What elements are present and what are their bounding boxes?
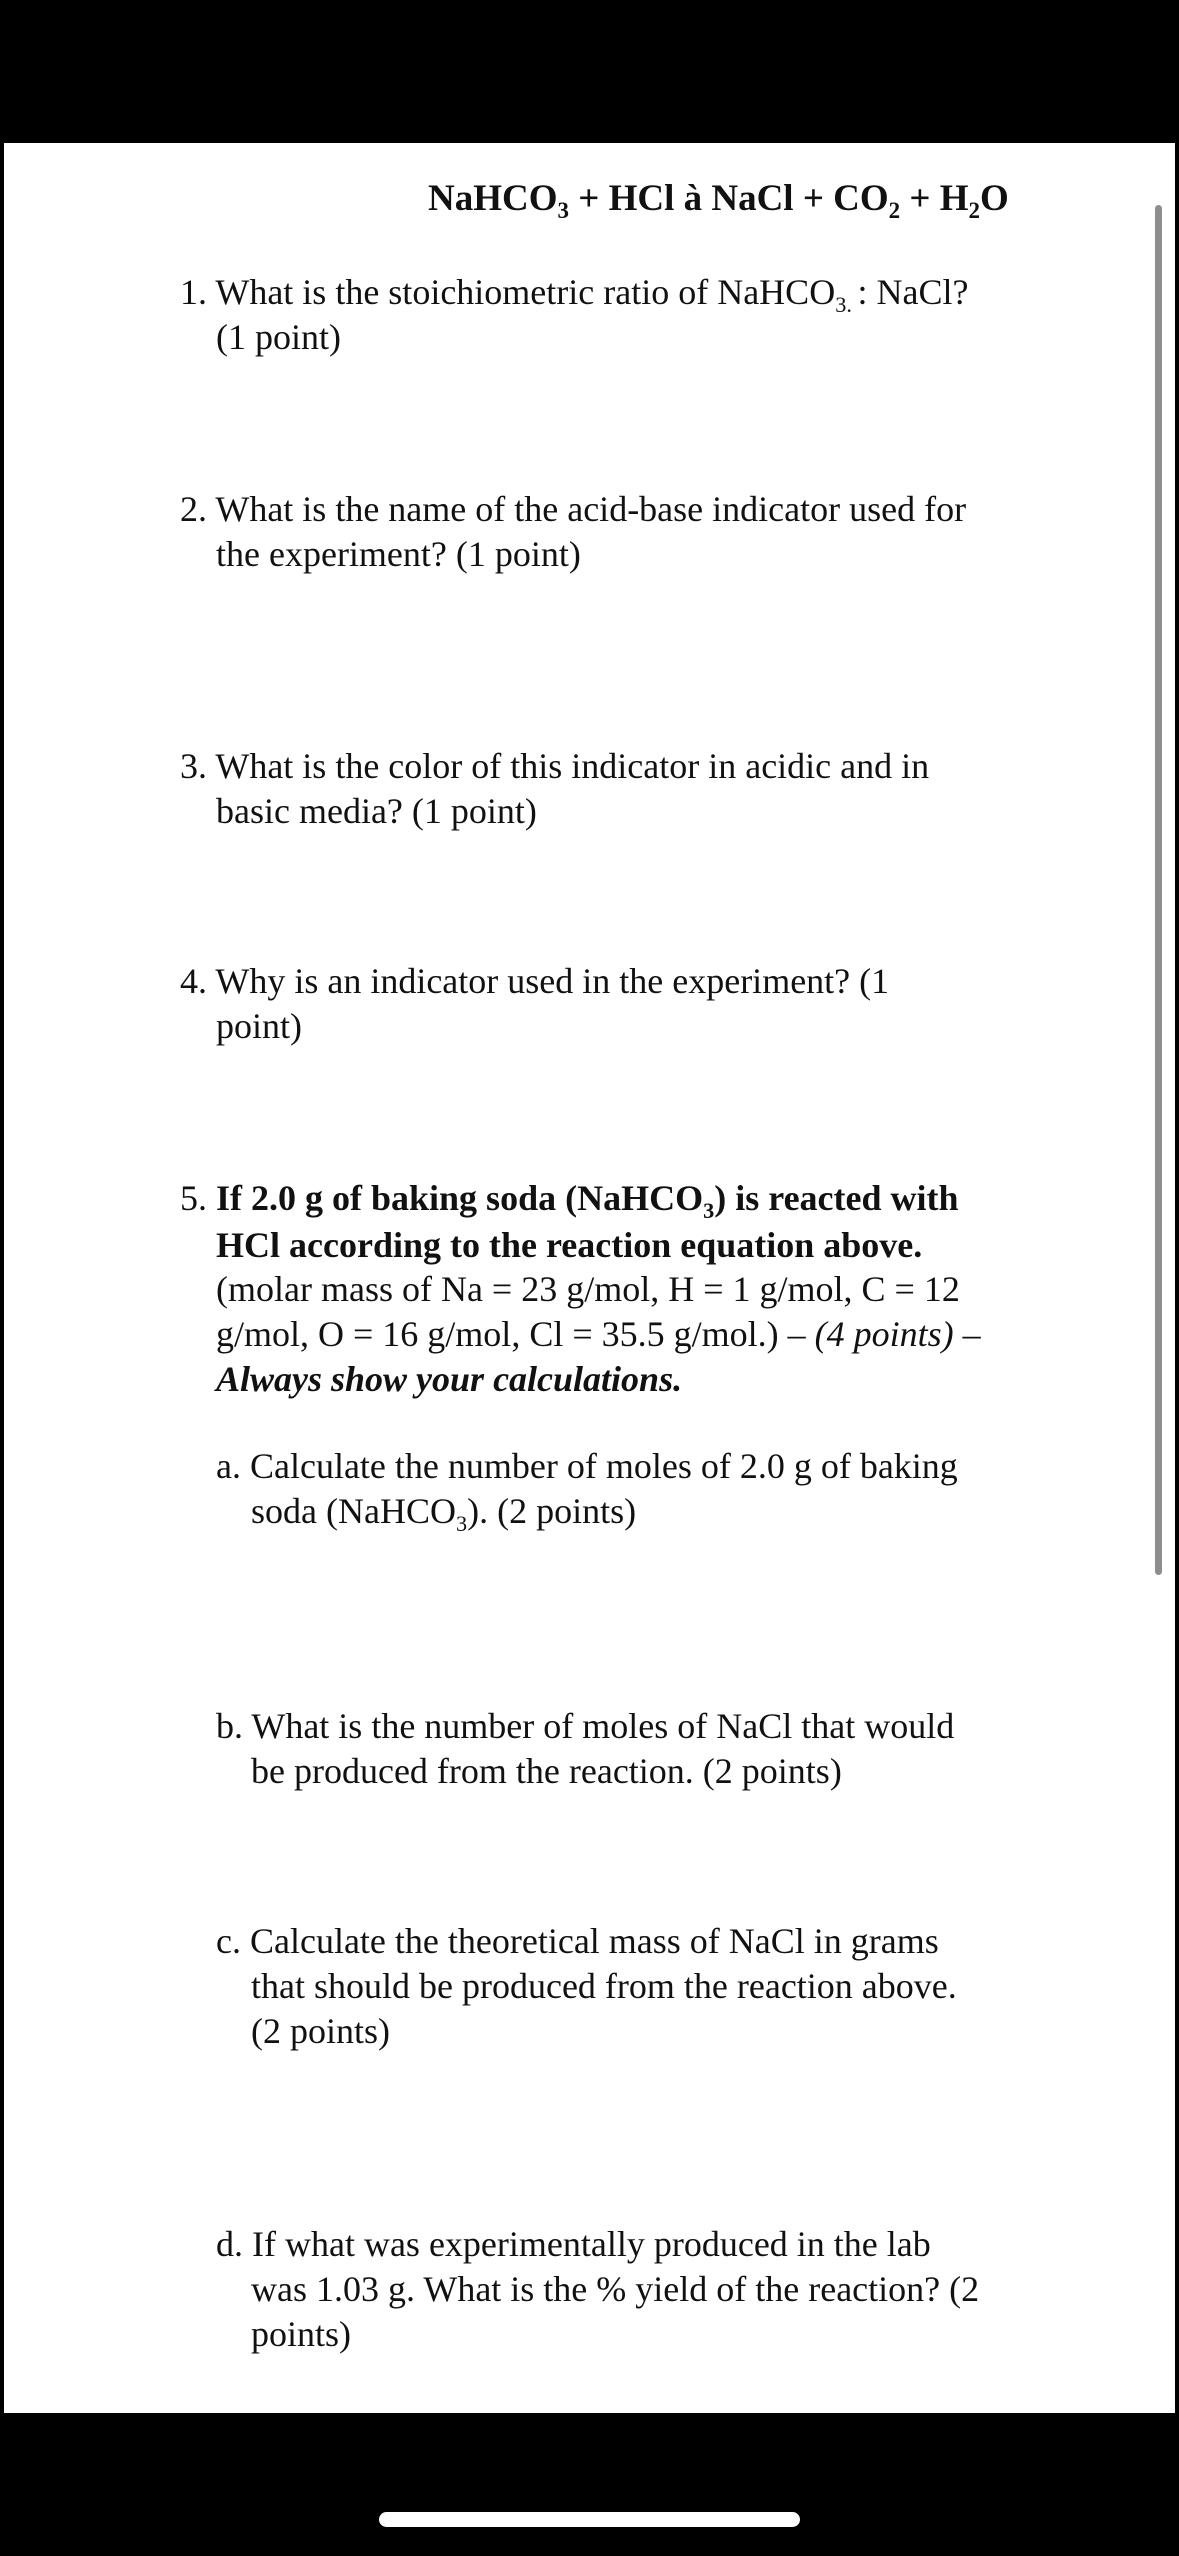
question-1-line-2: (1 point) <box>216 317 341 357</box>
q5-subscript: 3 <box>703 1197 715 1223</box>
question-5d-line-1: d. If what was experimentally produced in the lab <box>216 2224 931 2264</box>
question-3-line-2: basic media? (1 point) <box>216 791 537 831</box>
vertical-scrollbar[interactable] <box>1155 205 1162 1575</box>
eq-plus: + <box>568 178 609 219</box>
q1-text-end: : NaCl? <box>857 272 969 312</box>
eq-o: O <box>979 178 1009 219</box>
q5-bold-text: If 2.0 g of baking soda (NaHCO <box>216 1178 704 1218</box>
eq-hcl: HCl <box>608 178 675 219</box>
question-5-line-4 <box>216 1314 981 1354</box>
q5-bold-text-end: ) is reacted with <box>714 1178 959 1218</box>
eq-sub-3: 3 <box>557 198 569 224</box>
document-page <box>4 143 1175 2413</box>
question-5a-line-1: a. Calculate the number of moles of 2.0 g of baking <box>216 1446 958 1486</box>
question-1-line-1 <box>180 272 969 317</box>
question-4-line-2: point) <box>216 1006 302 1046</box>
eq-nahco: NaHCO <box>428 178 558 219</box>
question-5d-line-2: was 1.03 g. What is the % yield of the reaction? (2 <box>251 2269 980 2309</box>
question-5-line-2: HCl according to the reaction equation above. <box>216 1225 923 1265</box>
q5-number: 5. <box>180 1178 216 1218</box>
qa-text-end: ). (2 points) <box>467 1491 637 1531</box>
question-5-line-3: (molar mass of Na = 23 g/mol, H = 1 g/mol, C = 12 <box>216 1269 960 1309</box>
q1-subscript: 3. <box>835 291 858 317</box>
reaction-equation <box>428 178 1009 224</box>
eq-plus: + <box>900 178 940 219</box>
eq-co: CO <box>833 178 889 219</box>
qa-text: soda (NaHCO <box>251 1491 456 1531</box>
eq-sub-2: 2 <box>888 198 901 224</box>
eq-sub-2: 2 <box>968 198 980 224</box>
q5-molar-mass-text: g/mol, O = 16 g/mol, Cl = 35.5 g/mol.) – <box>216 1314 815 1354</box>
eq-h: H <box>939 178 969 219</box>
question-5-line-1 <box>180 1178 959 1223</box>
eq-plus: + <box>793 178 834 219</box>
home-indicator[interactable] <box>379 2512 800 2527</box>
question-2-line-2: the experiment? (1 point) <box>216 534 581 574</box>
q5-points: (4 points) – <box>814 1314 981 1354</box>
question-5b-line-2: be produced from the reaction. (2 points) <box>251 1751 842 1791</box>
question-5c-line-2: that should be produced from the reaction above. <box>251 1966 957 2006</box>
question-5b-line-1: b. What is the number of moles of NaCl that would <box>216 1706 955 1746</box>
qa-subscript: 3 <box>455 1510 468 1536</box>
eq-arrow: à <box>674 178 712 219</box>
eq-nacl: NaCl <box>711 178 794 219</box>
q1-text: 1. What is the stoichiometric ratio of NaHCO <box>180 272 836 312</box>
question-5c-line-3: (2 points) <box>251 2011 390 2051</box>
question-5c-line-1: c. Calculate the theoretical mass of NaCl in grams <box>216 1921 939 1961</box>
question-5-line-5: Always show your calculations. <box>216 1359 683 1399</box>
question-5a-line-2 <box>251 1491 637 1536</box>
question-3-line-1: 3. What is the color of this indicator in acidic and in <box>180 746 930 786</box>
question-5d-line-3: points) <box>251 2314 352 2354</box>
question-2-line-1: 2. What is the name of the acid-base indicator used for <box>180 489 967 529</box>
question-4-line-1: 4. Why is an indicator used in the experiment? (1 <box>180 961 890 1001</box>
